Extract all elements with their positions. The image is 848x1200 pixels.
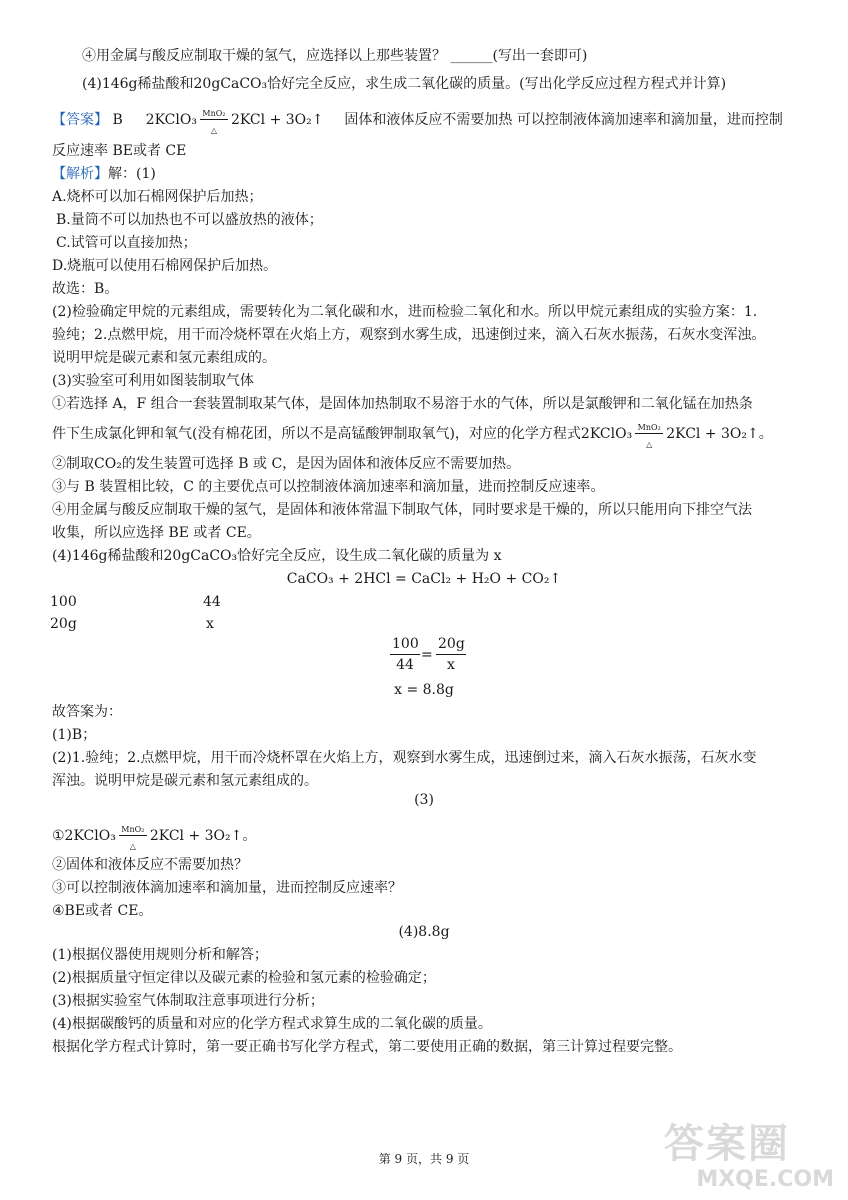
paragraph-line: ②制取CO₂的发生装置可选择 B 或 C，是因为固体和液体反应不需要加热。 bbox=[52, 456, 521, 472]
reason-line: (4)根据碳酸钙的质量和对应的化学方程式求算生成的二氧化碳的质量。 bbox=[52, 1016, 492, 1032]
summary-line: ③可以控制液体滴加速率和滴加量，进而控制反应速率？ bbox=[52, 880, 402, 896]
paragraph-line: 收集，所以应选择 BE 或者 CE。 bbox=[52, 525, 261, 541]
paragraph-line: ③与 B 装置相比较，C 的主要优点可以控制液体滴加速率和滴加量，进而控制反应速率。 bbox=[52, 479, 605, 495]
equation-right: 2KCl + 3O₂↑。 bbox=[666, 426, 773, 442]
calc-value: 100 bbox=[50, 594, 77, 610]
summary-line bbox=[52, 825, 257, 851]
analysis-line: A.烧杯可以加石棉网保护后加热； bbox=[52, 189, 263, 205]
equation-left: 2KClO₃ bbox=[580, 426, 633, 442]
paragraph-line: (4)146g稀盐酸和20gCaCO₃恰好完全反应，设生成二氧化碳的质量为 x bbox=[52, 548, 502, 564]
reason-line: (1)根据仪器使用规则分析和解答； bbox=[52, 947, 268, 963]
analysis-head bbox=[52, 164, 156, 184]
answer-label: 【答案】 bbox=[52, 112, 108, 128]
analysis-label: 【解析】 bbox=[52, 166, 108, 182]
ratio-fraction-right: $\frac{20g}{x}$ bbox=[438, 636, 465, 673]
paragraph-line: 验纯；2.点燃甲烷，用干而冷烧杯罩在火焰上方，观察到水雾生成，迅速倒过来，滴入石灰水振荡，石灰水变浑浊。 bbox=[52, 327, 766, 343]
equation-right: 2KCl + 3O₂↑ bbox=[230, 112, 324, 128]
paragraph-line: ①若选择 A，F 组合一套装置制取某气体，是固体加热制取不易溶于水的气体，所以是氯酸钾和二氧化锰在加热条 bbox=[52, 396, 753, 412]
answer-text: 固体和液体反应不需要加热 可以控制液体滴加速率和滴加量，进而控制 bbox=[344, 112, 783, 128]
paragraph-line: 说明甲烷是碳元素和氢元素组成的。 bbox=[52, 350, 276, 366]
paragraph-line: ④用金属与酸反应制取干燥的氢气，是固体和液体常温下制取气体，同时要求是干燥的，所以只能用向下排空气法 bbox=[52, 502, 752, 518]
reaction-arrow: MnO₂ △ bbox=[635, 427, 663, 441]
analysis-line: 故选：B。 bbox=[52, 281, 119, 297]
ratio-fraction-left: $\frac{100}{44}$ bbox=[392, 636, 419, 673]
watermark-url: MXQE.COM bbox=[696, 1167, 834, 1192]
analysis-intro: 解：(1) bbox=[108, 166, 156, 182]
calc-equation: CaCO₃ + 2HCl = CaCl₂ + H₂O + CO₂↑ bbox=[286, 571, 562, 587]
question-line: ④用金属与酸反应制取干燥的氢气，应选择以上那些装置？ ______(写出一套即可) bbox=[82, 48, 588, 64]
calc-result: x = 8.8g bbox=[394, 682, 454, 698]
answer-choice: B bbox=[112, 112, 123, 128]
paragraph-line bbox=[52, 423, 773, 449]
answer-line bbox=[52, 109, 783, 135]
summary-line: (2)1.验纯；2.点燃甲烷，用干而冷烧杯罩在火焰上方，观察到水雾生成，迅速倒过来，滴入石灰水振荡，石灰水变 bbox=[52, 750, 757, 766]
reason-line: 根据化学方程式计算时，第一要正确书写化学方程式，第二要使用正确的数据，第三计算过程要完整。 bbox=[52, 1039, 682, 1055]
watermark-text: 答案圈 bbox=[664, 1121, 790, 1167]
summary-line: (1)B； bbox=[52, 727, 97, 743]
analysis-line: B.量筒不可以加热也不可以盛放热的液体； bbox=[56, 212, 323, 228]
summary-line: 浑浊。说明甲烷是碳元素和氢元素组成的。 bbox=[52, 773, 318, 789]
reason-line: (3)根据实验室气体制取注意事项进行分析； bbox=[52, 993, 324, 1009]
reason-line: (2)根据质量守恒定律以及碳元素的检验和氢元素的检验确定； bbox=[52, 970, 436, 986]
equation-left: ①2KClO₃ bbox=[52, 828, 116, 844]
summary-line: ②固体和液体反应不需要加热？ bbox=[52, 857, 248, 873]
analysis-line: D.烧瓶可以使用石棉网保护后加热。 bbox=[52, 258, 278, 274]
paragraph-line: (3)实验室可利用如图装制取气体 bbox=[52, 373, 254, 389]
calc-value: 44 bbox=[203, 594, 221, 610]
equation-right: 2KCl + 3O₂↑。 bbox=[149, 828, 257, 844]
calc-value: 20g bbox=[50, 616, 77, 632]
analysis-line: C.试管可以直接加热； bbox=[56, 235, 197, 251]
summary-heading: (4)8.8g bbox=[398, 924, 450, 940]
ratio-equals: = bbox=[421, 647, 433, 663]
answer-line-2: 反应速率 BE或者 CE bbox=[52, 143, 187, 159]
paragraph-text: 件下生成氯化钾和氧气(没有棉花团，所以不是高锰酸钾制取氧气)，对应的化学方程式 bbox=[52, 426, 581, 442]
page-footer: 第 9 页，共 9 页 bbox=[378, 1152, 470, 1166]
watermark-logo bbox=[664, 1120, 834, 1192]
question-line: (4)146g稀盐酸和20gCaCO₃恰好完全反应，求生成二氧化碳的质量。(写出化学反应过程方程式并计算) bbox=[82, 76, 727, 92]
paragraph-line: (2)检验确定甲烷的元素组成，需要转化为二氧化碳和水，进而检验二氧化和水。所以甲烷元素组成的实验方案：1. bbox=[52, 304, 758, 320]
reaction-arrow: MnO₂ △ bbox=[119, 829, 147, 843]
summary-heading: (3) bbox=[414, 792, 434, 808]
summary-line: 故答案为： bbox=[52, 704, 122, 720]
summary-line: ④BE或者 CE。 bbox=[52, 903, 153, 919]
calc-value: x bbox=[206, 616, 214, 632]
equation-left: 2KClO₃ bbox=[145, 112, 197, 128]
reaction-arrow: MnO₂ △ bbox=[200, 113, 228, 127]
